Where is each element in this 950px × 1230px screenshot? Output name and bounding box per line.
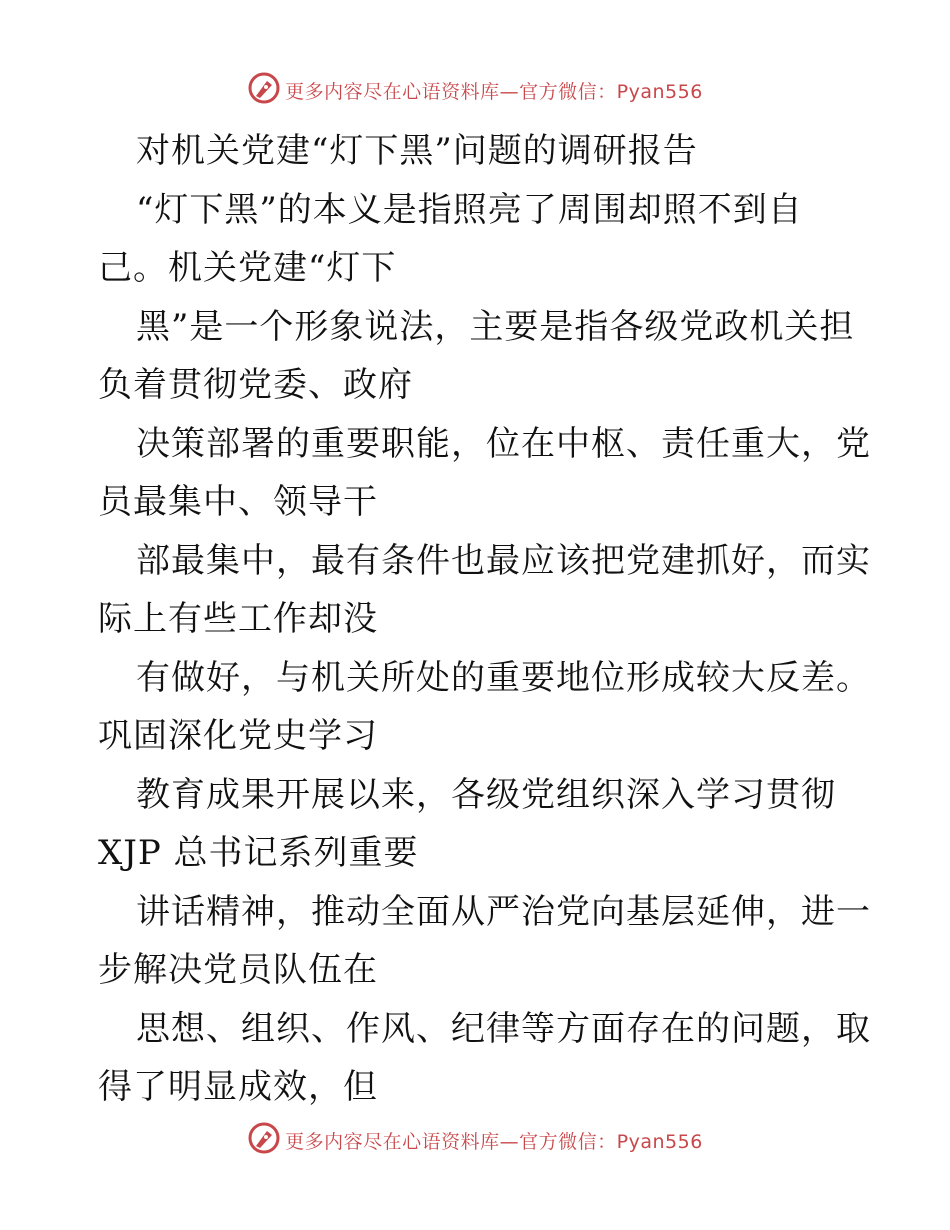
pen-nib-logo-icon [247, 1121, 285, 1159]
text-line: 讲话精神，推动全面从严治党向基层延伸，进一 [136, 891, 871, 932]
text-line: “灯下黑”的本义是指照亮了周围却照不到自 [136, 189, 803, 230]
text-line: 有做好，与机关所处的重要地位形成较大反差。 [136, 657, 871, 698]
text-line: 得了明显成效，但 [98, 1067, 378, 1107]
footer-banner-text: 更多内容尽在心语资料库—官方微信：Pyan556 [285, 1130, 703, 1153]
document-title: 对机关党建“灯下黑”问题的调研报告 [136, 131, 698, 171]
text-line: 教育成果开展以来，各级党组织深入学习贯彻 [136, 774, 836, 815]
header-banner [0, 70, 950, 110]
header-banner-text: 更多内容尽在心语资料库—官方微信：Pyan556 [285, 80, 703, 103]
text-line: 负着贯彻党委、政府 [98, 365, 413, 405]
text-line: 思想、组织、作风、纪律等方面存在的问题，取 [136, 1008, 871, 1049]
text-line: 决策部署的重要职能，位在中枢、责任重大，党 [136, 423, 871, 464]
text-line: 际上有些工作却没 [98, 599, 378, 639]
text-line: 己。机关党建“灯下 [98, 248, 397, 288]
text-line: 员最集中、领导干 [98, 482, 378, 522]
footer-banner [0, 1120, 950, 1160]
text-line: 部最集中，最有条件也最应该把党建抓好，而实 [136, 540, 871, 581]
text-line: 步解决党员队伍在 [98, 950, 378, 990]
document-paragraph [98, 181, 871, 1117]
pen-nib-logo-icon [247, 71, 285, 109]
document-body [98, 122, 871, 1117]
text-line: 黑”是一个形象说法，主要是指各级党政机关担 [136, 306, 855, 347]
text-line: XJP 总书记系列重要 [98, 833, 419, 873]
text-line: 巩固深化党史学习 [98, 716, 378, 756]
